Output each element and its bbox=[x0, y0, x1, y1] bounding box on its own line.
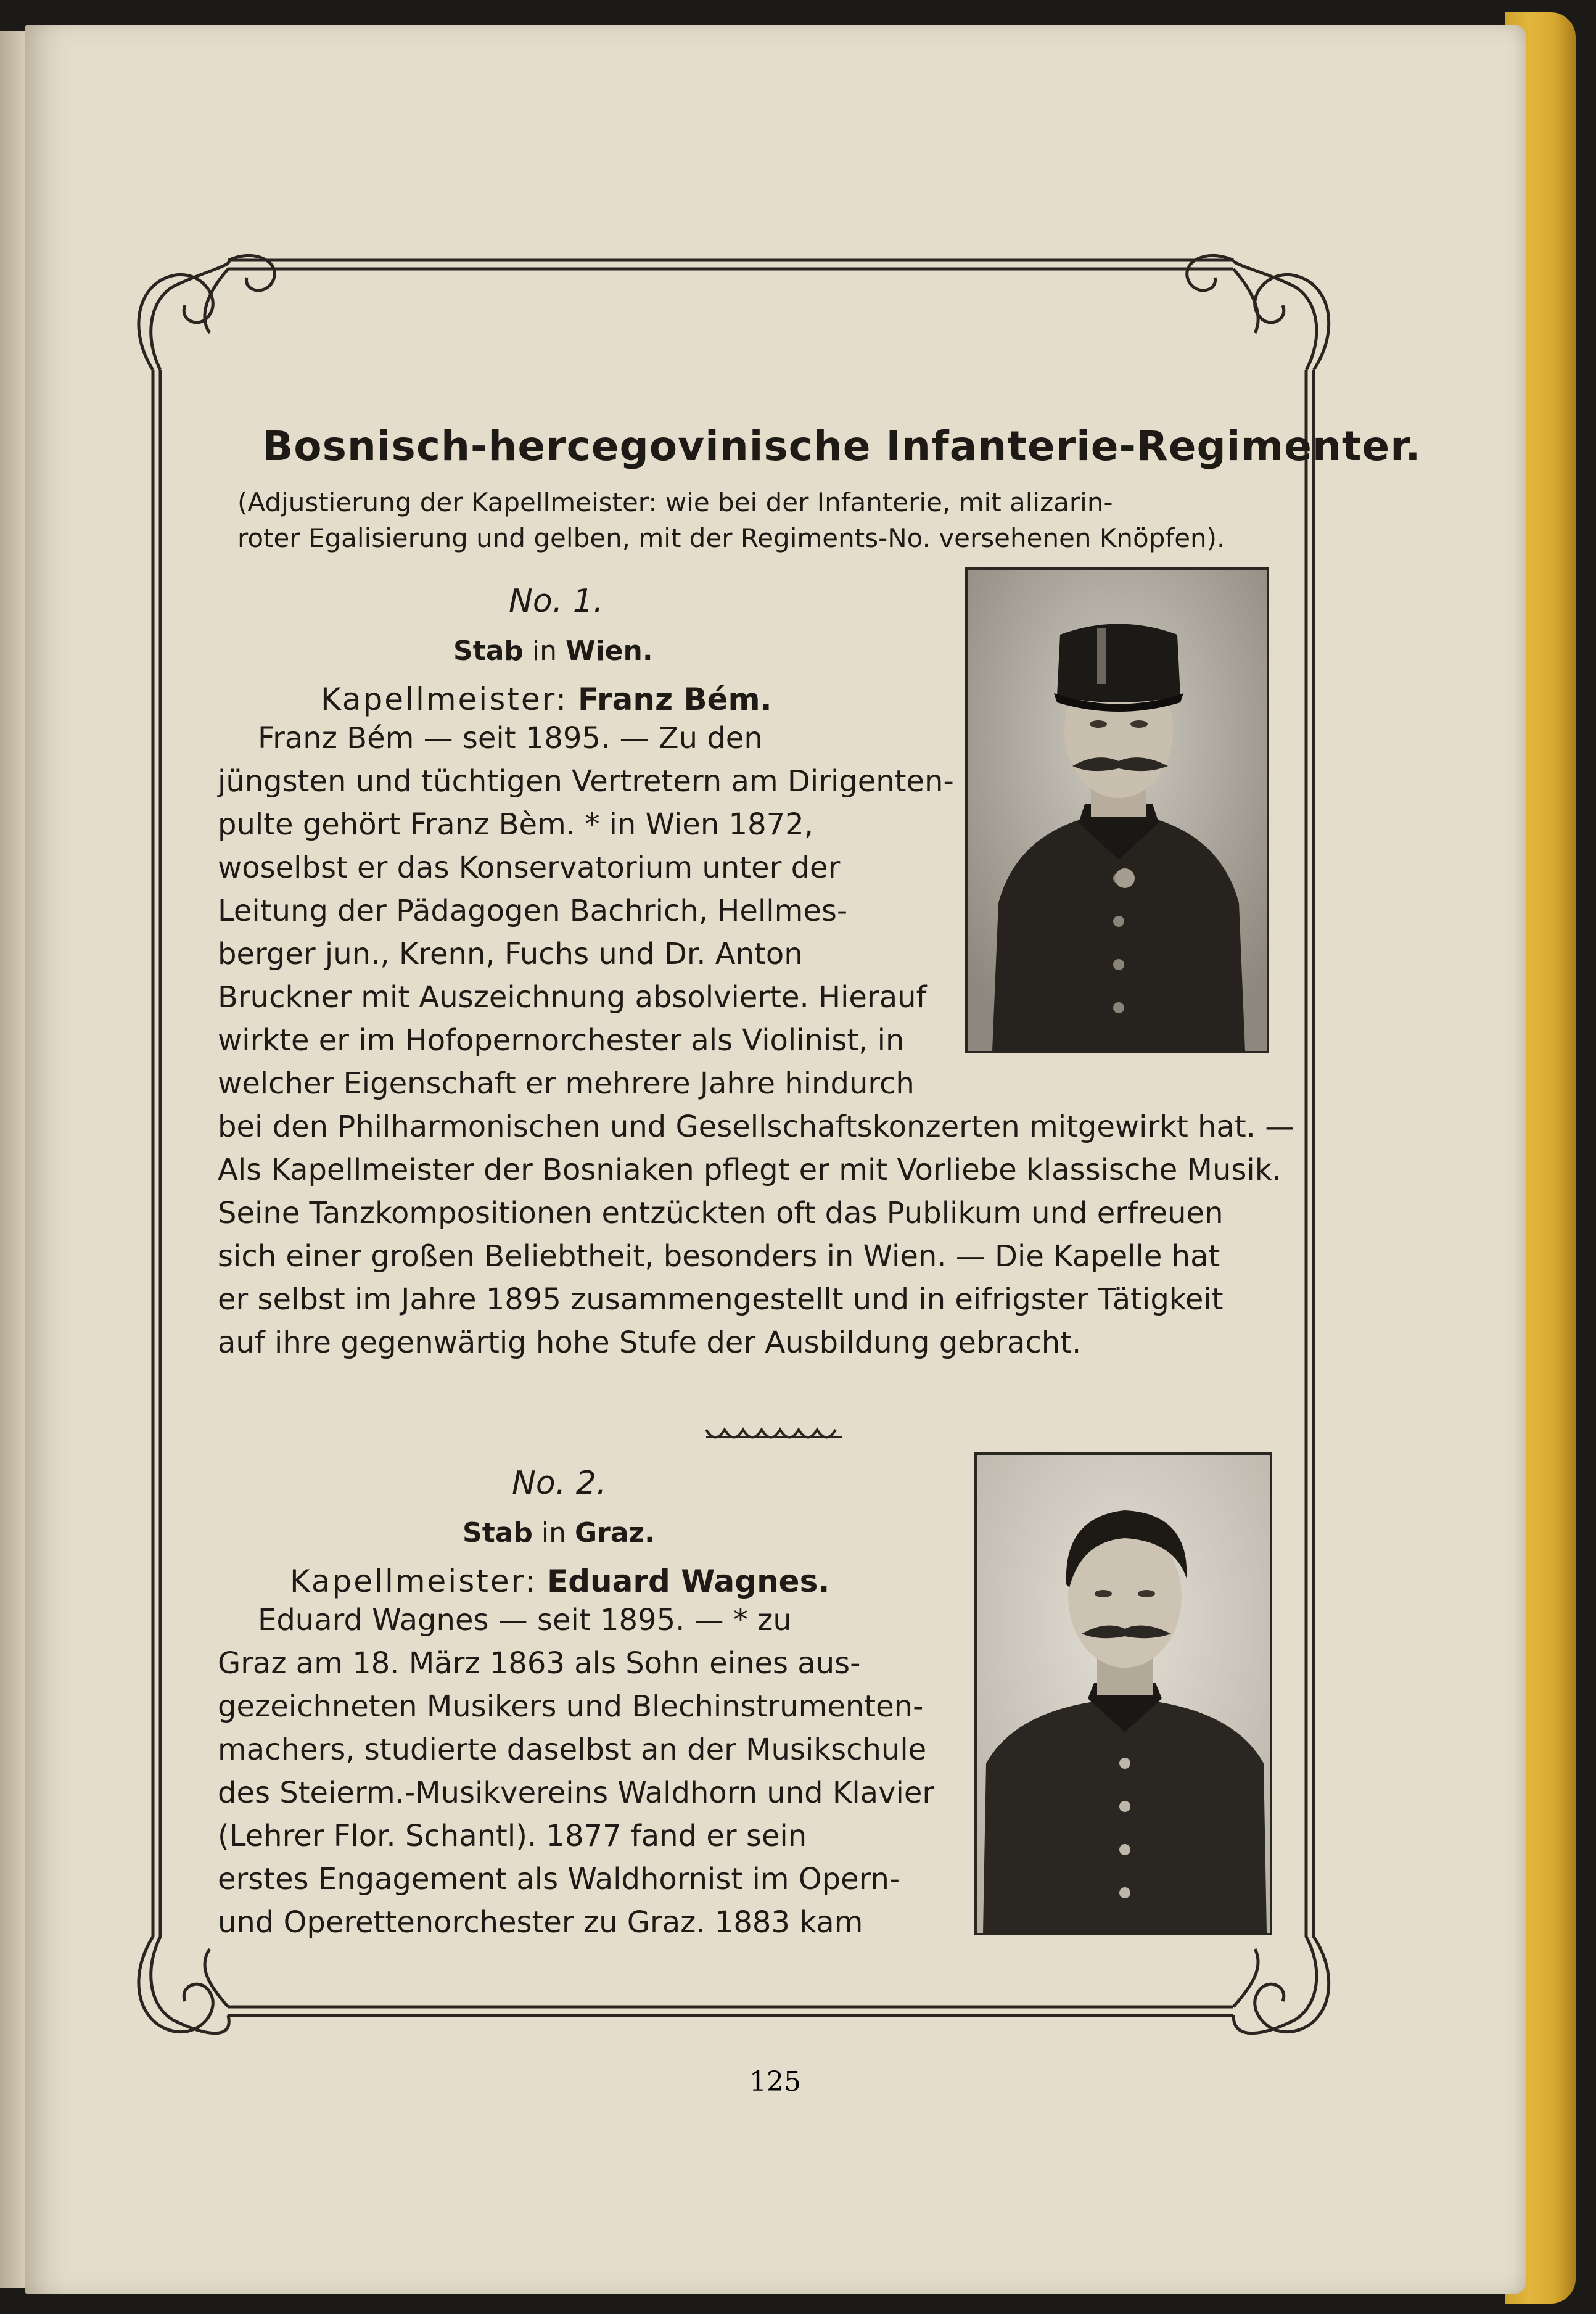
page-number: 125 bbox=[749, 2066, 801, 2098]
entry1-line: welcher Eigenschaft er mehrere Jahre hindurch bbox=[218, 1066, 915, 1101]
entry2-line: (Lehrer Flor. Schantl). 1877 fand er sein bbox=[218, 1819, 807, 1853]
entry2-body bbox=[218, 1599, 934, 1944]
entry1-km-label: Kapellmeister: bbox=[321, 681, 569, 717]
entry2-number: No. 2. bbox=[512, 1465, 607, 1502]
subtitle-line-1: (Adjustierung der Kapellmeister: wie bei der Infanterie, mit alizarin- bbox=[237, 487, 1113, 517]
entry1-number: No. 1. bbox=[509, 583, 604, 620]
entry2-line: Graz am 18. März 1863 als Sohn eines aus- bbox=[218, 1646, 861, 1681]
entry2-kapellmeister bbox=[290, 1563, 829, 1599]
entry1-stab-in: in bbox=[532, 635, 557, 667]
portrait-eduard-wagnes-image bbox=[977, 1455, 1270, 1933]
entry1-line: er selbst im Jahre 1895 zusammengestellt und in eifrigster Tätigkeit bbox=[218, 1282, 1224, 1317]
entry2-km-name: Eduard Wagnes. bbox=[547, 1563, 830, 1599]
entry2-line: machers, studierte daselbst an der Musikschule bbox=[218, 1732, 927, 1767]
entry1-km-name: Franz Bém. bbox=[578, 681, 772, 717]
separator-ornament bbox=[703, 1423, 845, 1448]
entry1-stab-label: Stab bbox=[453, 635, 524, 667]
page-title: Bosnisch-hercegovinische Infanterie-Regimenter. bbox=[262, 422, 1421, 470]
entry1-line: auf ihre gegenwärtig hohe Stufe der Ausbildung gebracht. bbox=[218, 1325, 1082, 1360]
entry2-stab bbox=[463, 1517, 655, 1549]
entry1-line: Als Kapellmeister der Bosniaken pflegt er mit Vorliebe klassische Musik. bbox=[218, 1153, 1281, 1187]
entry1-stab-city: Wien. bbox=[566, 635, 653, 667]
entry1-line: bei den Philharmonischen und Gesellschaftskonzerten mitgewirkt hat. — bbox=[218, 1110, 1295, 1144]
entry1-line: Leitung der Pädagogen Bachrich, Hellmes- bbox=[218, 894, 848, 928]
entry2-stab-label: Stab bbox=[463, 1517, 533, 1549]
subtitle-line-2: roter Egalisierung und gelben, mit der Regiments-No. versehenen Knöpfen). bbox=[237, 523, 1225, 553]
entry1-line: pulte gehört Franz Bèm. * in Wien 1872, bbox=[218, 807, 813, 842]
entry1-line: wirkte er im Hofopernorchester als Violinist, in bbox=[218, 1023, 905, 1058]
entry2-stab-in: in bbox=[541, 1517, 567, 1549]
entry2-line: Eduard Wagnes — seit 1895. — * zu bbox=[258, 1603, 792, 1637]
entry1-kapellmeister bbox=[321, 681, 772, 717]
entry1-line: Franz Bém — seit 1895. — Zu den bbox=[258, 721, 763, 756]
entry2-stab-city: Graz. bbox=[575, 1517, 655, 1549]
entry1-line: Seine Tanzkompositionen entzückten oft das Publikum und erfreuen bbox=[218, 1196, 1224, 1230]
entry1-body bbox=[218, 717, 1294, 1364]
book-page bbox=[25, 25, 1526, 2294]
entry2-line: erstes Engagement als Waldhornist im Opern- bbox=[218, 1862, 900, 1896]
entry2-line: und Operettenorchester zu Graz. 1883 kam bbox=[218, 1905, 863, 1940]
entry1-line: woselbst er das Konservatorium unter der bbox=[218, 850, 841, 885]
entry2-line: des Steierm.-Musikvereins Waldhorn und Klavier bbox=[218, 1776, 935, 1810]
entry2-line: gezeichneten Musikers und Blechinstrumenten- bbox=[218, 1689, 924, 1724]
entry1-line: berger jun., Krenn, Fuchs und Dr. Anton bbox=[218, 937, 803, 971]
entry1-line: jüngsten und tüchtigen Vertretern am Dirigenten- bbox=[218, 764, 954, 799]
entry2-km-label: Kapellmeister: bbox=[290, 1563, 538, 1599]
entry1-stab bbox=[453, 635, 653, 667]
entry1-line: Bruckner mit Auszeichnung absolvierte. Hierauf bbox=[218, 980, 927, 1015]
adjacent-page-edge bbox=[0, 31, 25, 2288]
entry1-line: sich einer großen Beliebtheit, besonders in Wien. — Die Kapelle hat bbox=[218, 1239, 1220, 1274]
portrait-eduard-wagnes bbox=[974, 1452, 1272, 1935]
